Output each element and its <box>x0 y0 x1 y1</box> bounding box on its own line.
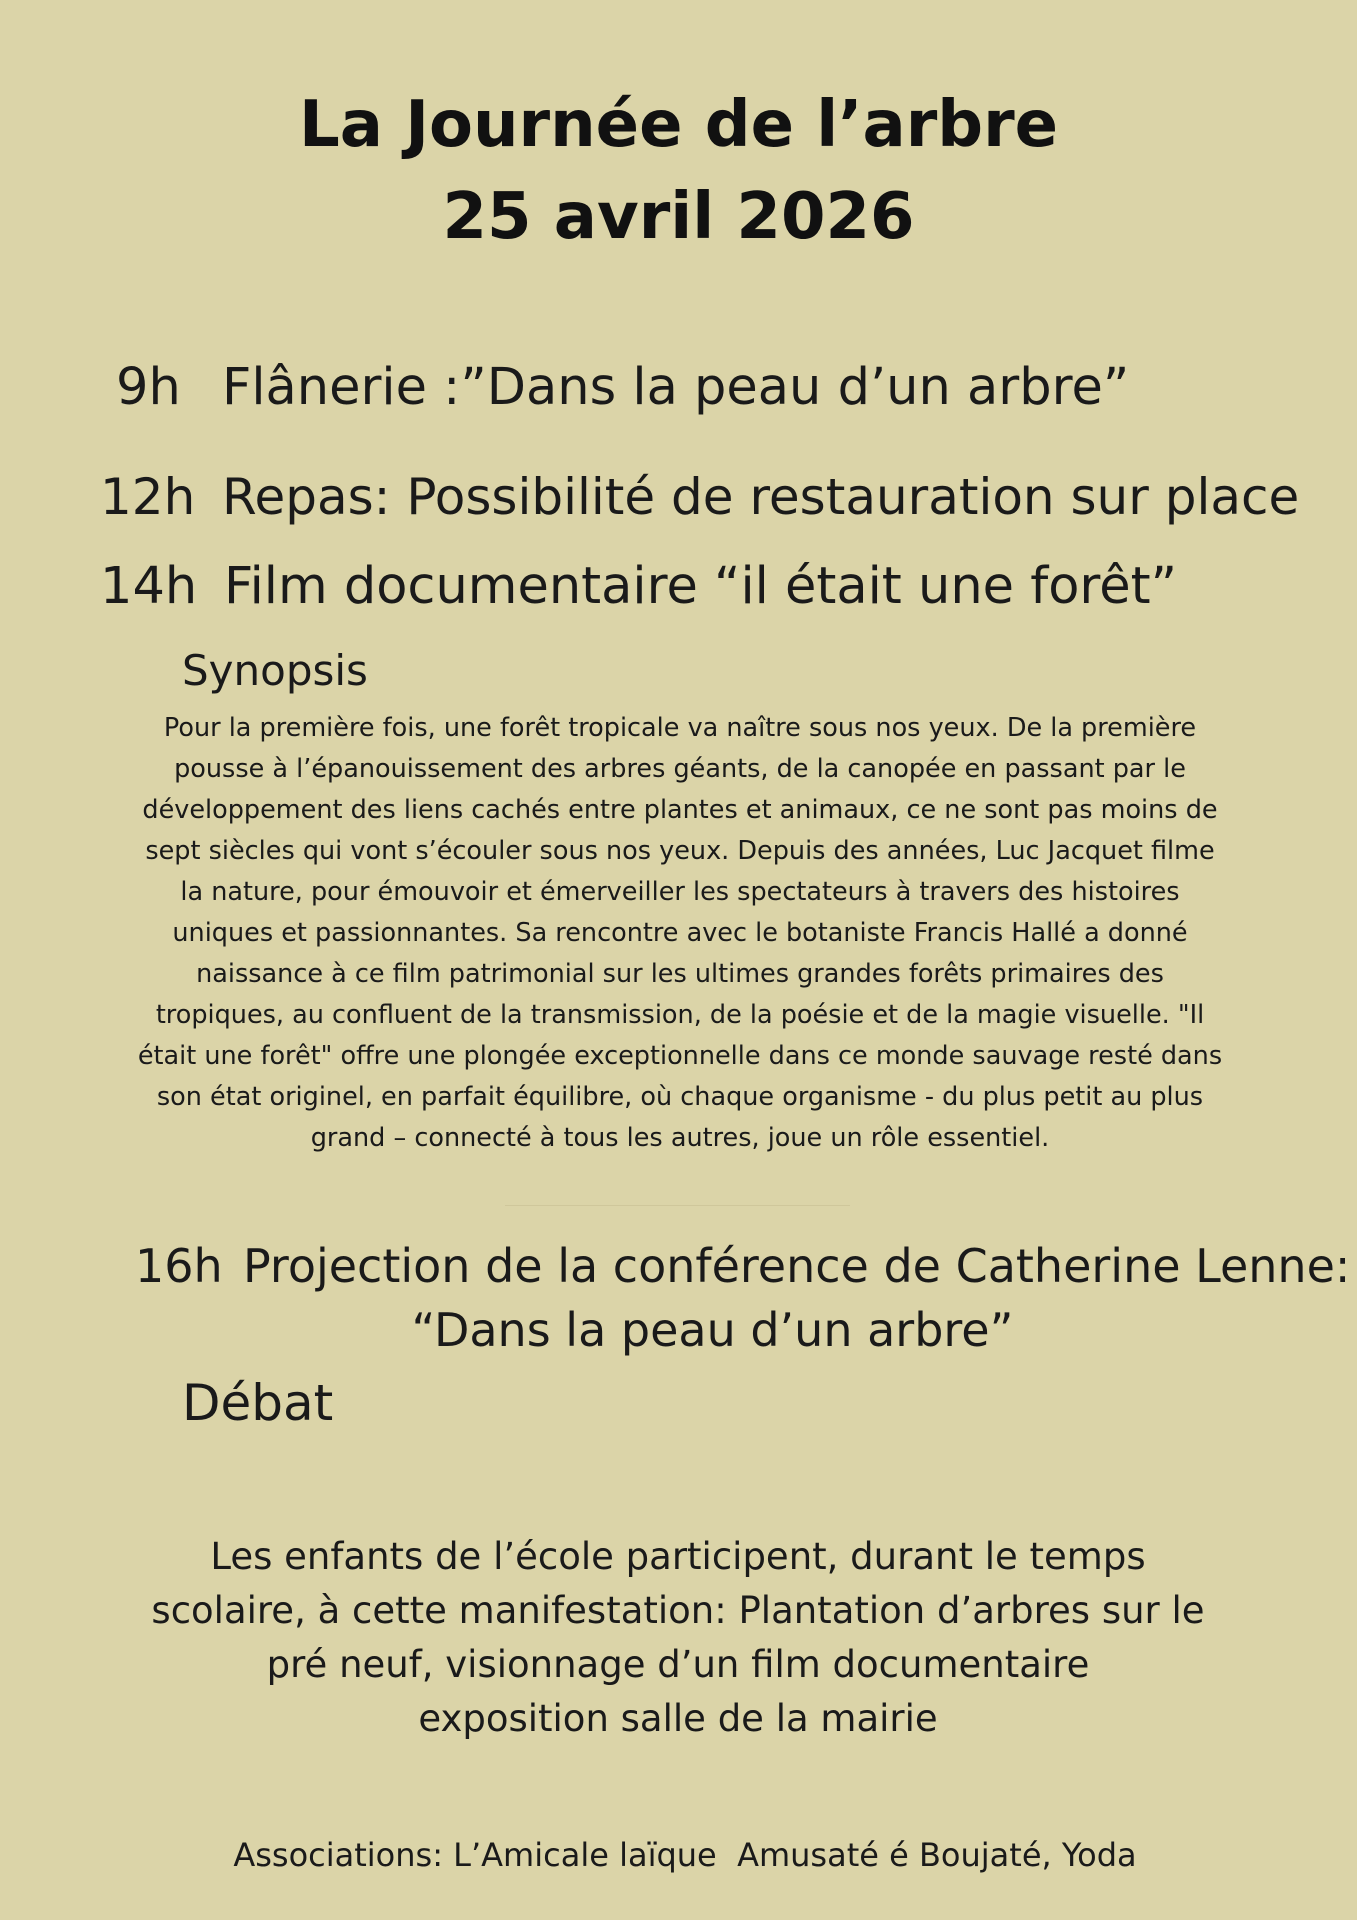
program-item-16h <box>135 1236 1350 1296</box>
debate-label: Débat <box>182 1374 334 1432</box>
program-item-14h <box>100 557 1177 617</box>
synopsis-heading: Synopsis <box>182 646 368 695</box>
program-label: Repas: Possibilité de restauration sur place <box>222 468 1300 526</box>
program-item-9h <box>116 358 1129 418</box>
title-line-date: 25 avril 2026 <box>442 180 915 254</box>
program-time: 14h <box>100 557 198 616</box>
synopsis-text: Pour la première fois, une forêt tropicale va naître sous nos yeux. De la première pousse à l’épanouissement des arbres géants, de la canopée en passant par le développement des liens cachés entre plantes et animaux, ce ne sont pas moins de sept siècles qui vont s’écouler sous nos yeux. Depuis des années, Luc Jacquet filme la nature, pour émouvoir et émerveiller les spectateurs à travers des histoires uniques et passionnantes. Sa rencontre avec le botaniste Francis Hallé a donné naissance à ce film patrimonial sur les ultimes grandes forêts primaires des tropiques, au confluent de la transmission, de la poésie et de la magie visuelle. "Il était une forêt" offre une plongée exceptionnelle dans ce monde sauvage resté dans son état originel, en parfait équilibre, où chaque organisme - du plus petit au plus grand – connecté à tous les autres, joue un rôle essentiel. <box>137 713 1223 1153</box>
page-title <box>0 79 1357 263</box>
program-time: 9h <box>116 358 181 417</box>
conference-subtitle: “Dans la peau d’un arbre” <box>411 1303 1014 1357</box>
program-label: Flânerie :”Dans la peau d’un arbre” <box>222 358 1130 417</box>
note-line: pré neuf, visionnage d’un film documentaire <box>266 1643 1090 1686</box>
program-time: 12h <box>100 468 196 526</box>
program-time: 16h <box>135 1239 223 1293</box>
note-line: scolaire, à cette manifestation: Plantation d’arbres sur le <box>151 1589 1205 1632</box>
divider <box>505 1205 850 1206</box>
program-label: Film documentaire “il était une forêt” <box>224 557 1178 616</box>
title-line-name: La Journée de l’arbre <box>298 88 1059 162</box>
program-item-12h <box>100 467 1299 527</box>
program-label: Projection de la conférence de Catherine Lenne: <box>243 1239 1351 1293</box>
note-line: exposition salle de la mairie <box>418 1697 938 1740</box>
school-participation-note <box>118 1530 1238 1746</box>
associations-footer: Associations: L’Amicale laïque Amusaté é Boujaté, Yoda <box>233 1836 1137 1874</box>
note-line: Les enfants de l’école participent, durant le temps <box>210 1535 1146 1578</box>
